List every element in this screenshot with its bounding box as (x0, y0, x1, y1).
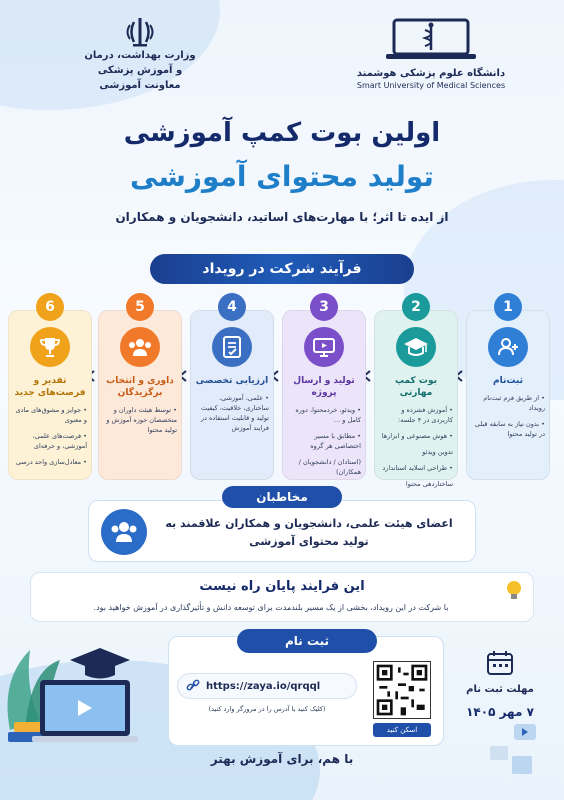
user-add-icon (488, 327, 528, 367)
register-box (168, 636, 444, 746)
step-bullet: ساختاردهی محتوا (405, 480, 453, 488)
step-bullet: • آموزش فشرده و کاربردی در ۴ جلسه: (398, 406, 453, 424)
university-logo-icon (376, 16, 486, 64)
qr-code-icon[interactable] (373, 661, 431, 719)
step-card (374, 299, 458, 488)
closing-title: این فرایند پایان راه نیست (199, 579, 365, 594)
step-number: 4 (218, 293, 246, 321)
register-url[interactable]: https://zaya.io/qrqql (206, 680, 321, 692)
step-title: تقدیر و فرصت‌های جدید (14, 376, 86, 398)
register-link[interactable] (177, 673, 357, 699)
step-bullet: • توسط هیئت داوران و متخصصان حوزه آموزش و تولید محتوا (106, 406, 177, 434)
group-icon (120, 327, 160, 367)
main-title-highlight: تولید محتوای آموزشی (130, 160, 434, 193)
step-title: تولید و ارسال پروژه (293, 376, 355, 398)
step-bullet: • جوایز و مشوق‌های مادی و معنوی (15, 406, 87, 424)
graduation-cap-icon (396, 327, 436, 367)
process-banner: فرآیند شرکت در رویداد (150, 254, 414, 284)
audience-label: مخاطبان (222, 486, 342, 508)
deadline-label: مهلت ثبت نام (466, 684, 534, 695)
step-bullet: • ویدئو، خردمحتوا، دوره کامل و ... (295, 406, 361, 424)
step-title: ثبت‌نام (493, 376, 523, 386)
ministry-block (70, 16, 210, 93)
media-icons-decoration-icon (484, 720, 544, 780)
register-title: ثبت نام (237, 629, 377, 653)
step-bullet: • مطابق با مسیر اختصاصی هر گروه (310, 432, 361, 450)
checklist-icon (212, 327, 252, 367)
step-title: داوری و انتخاب برگزیدگان (106, 376, 174, 398)
subtitle: از ایده تا اثر؛ با مهارت‌های اساتید، دانشجویان و همکاران (115, 210, 449, 224)
step-title: ارزیابی تخصصی (195, 376, 269, 386)
qr-caption: اسکن کنید (373, 723, 431, 737)
closing-text: با شرکت در این رویداد، بخشی از یک مسیر بلندمدت برای توسعه دانش و تأثیرگذاری در آموزش خواهید بود. (93, 603, 449, 612)
iran-emblem-icon (125, 16, 155, 48)
main-title: اولین بوت کمپ آموزشی (123, 118, 441, 148)
step-bullet: • از طریق فرم ثبت‌نام رویداد (483, 394, 545, 412)
step-card (98, 299, 182, 480)
video-monitor-icon (304, 327, 344, 367)
footer-slogan: با هم، برای آموزش بهتر (210, 752, 354, 766)
process-steps (8, 292, 556, 488)
step-card (190, 299, 274, 480)
step-number: 1 (494, 293, 522, 321)
audience-box (88, 500, 476, 562)
ministry-line: معاونت آموزشی (99, 80, 181, 91)
step-bullet: تدوین ویدئو (422, 448, 453, 456)
step-bullet: (استادان / دانشجویان / همکاران) (298, 458, 361, 476)
step-bullet: • طراحی اسلاید استاندارد (382, 464, 453, 472)
header (0, 10, 564, 110)
laptop-books-illustration-icon (0, 620, 170, 760)
register-hint: (کلیک کنید یا آدرس را در مرورگر وارد کنید) (208, 705, 326, 713)
ministry-line: وزارت بهداشت، درمان (84, 50, 196, 61)
step-bullet: • هوش مصنوعی و ابزارها (381, 432, 453, 440)
step-bullet: • بدون نیاز به سابقه قبلی در تولید محتوا (474, 420, 545, 438)
step-number: 3 (310, 293, 338, 321)
step-number: 2 (402, 293, 430, 321)
group-icon (101, 509, 147, 555)
step-number: 5 (126, 293, 154, 321)
closing-box (30, 572, 534, 622)
step-number: 6 (36, 293, 64, 321)
step-card (8, 299, 92, 480)
university-block (326, 16, 536, 90)
step-card (282, 299, 366, 480)
university-name-en: Smart University of Medical Sciences (356, 81, 506, 90)
step-bullet: • فرصت‌های علمی، آموزشی، و حرفه‌ای (32, 432, 87, 450)
step-title: بوت کمپ مهارتی (395, 376, 437, 398)
university-name-fa: دانشگاه علوم پزشکی هوشمند (356, 68, 506, 79)
calendar-icon (486, 650, 514, 676)
deadline-date: ۷ مهر ۱۴۰۵ (466, 705, 534, 719)
trophy-icon (30, 327, 70, 367)
step-bullet: • علمی، آموزشی، ساختاری، خلاقیت، کیفیت تولید و قابلیت استفاده در فرایند آموزش (200, 394, 269, 432)
step-card (466, 299, 550, 480)
step-bullet: • معادل‌سازی واحد درسی (15, 458, 87, 466)
ministry-line: و آموزش پزشکی (97, 65, 183, 76)
deadline-block (452, 650, 548, 722)
audience-text: اعضای هیئت علمی، دانشجویان و همکاران علاقمند به تولید محتوای آموزشی (165, 517, 453, 548)
link-icon (186, 679, 200, 693)
